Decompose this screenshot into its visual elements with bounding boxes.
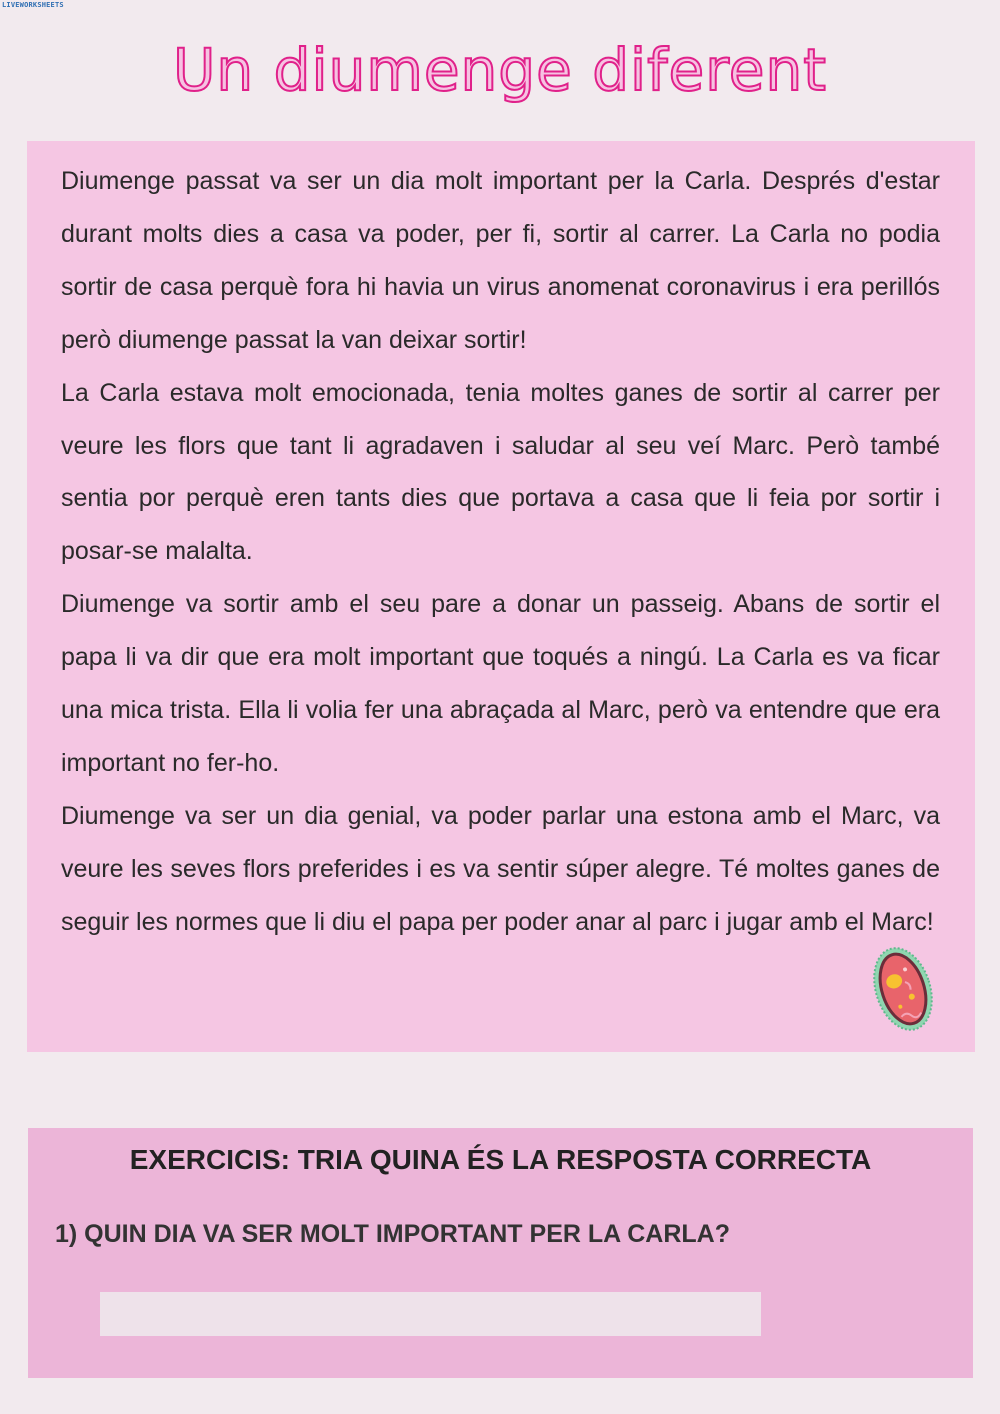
- story-panel: [27, 141, 975, 1052]
- story-paragraph: La Carla estava molt emocionada, tenia moltes ganes de sortir al carrer per veure les flors que tant li agradaven i saludar al seu veí Marc. Però també sentia por perquè eren tants dies que portava a casa que li feia por sortir i posar-se malalta.: [61, 378, 940, 566]
- answer-input[interactable]: [100, 1292, 761, 1336]
- story-paragraph: Diumenge passat va ser un dia molt important per la Carla. Després d'estar durant molts dies a casa va poder, per fi, sortir al carrer. La Carla no podia sortir de casa perquè fora hi havia un virus anomenat coronavirus i era perillós però diumenge passat la van deixar sortir!: [61, 167, 940, 354]
- brand-logo: LIVEWORKSHEETS: [2, 1, 64, 9]
- story-text: [61, 155, 940, 949]
- question-1: 1) QUIN DIA VA SER MOLT IMPORTANT PER LA CARLA?: [55, 1220, 730, 1248]
- exercise-heading: EXERCICIS: TRIA QUINA ÉS LA RESPOSTA CORRECTA: [129, 1144, 872, 1175]
- page-title: Un diumenge diferent: [172, 36, 827, 104]
- virus-icon: [867, 941, 939, 1037]
- story-paragraph: Diumenge va sortir amb el seu pare a donar un passeig. Abans de sortir el papa li va dir que era molt important que toqués a ningú. La Carla es va ficar una mica trista. Ella li volia fer una abraçada al Marc, però va entendre que era important no fer-ho.: [61, 590, 940, 777]
- exercise-panel: [28, 1128, 973, 1378]
- story-paragraph: Diumenge va ser un dia genial, va poder parlar una estona amb el Marc, va veure les seves flors preferides i es va sentir súper alegre. Té moltes ganes de seguir les normes que li diu el papa per poder anar al parc i jugar amb el Marc!: [61, 801, 940, 936]
